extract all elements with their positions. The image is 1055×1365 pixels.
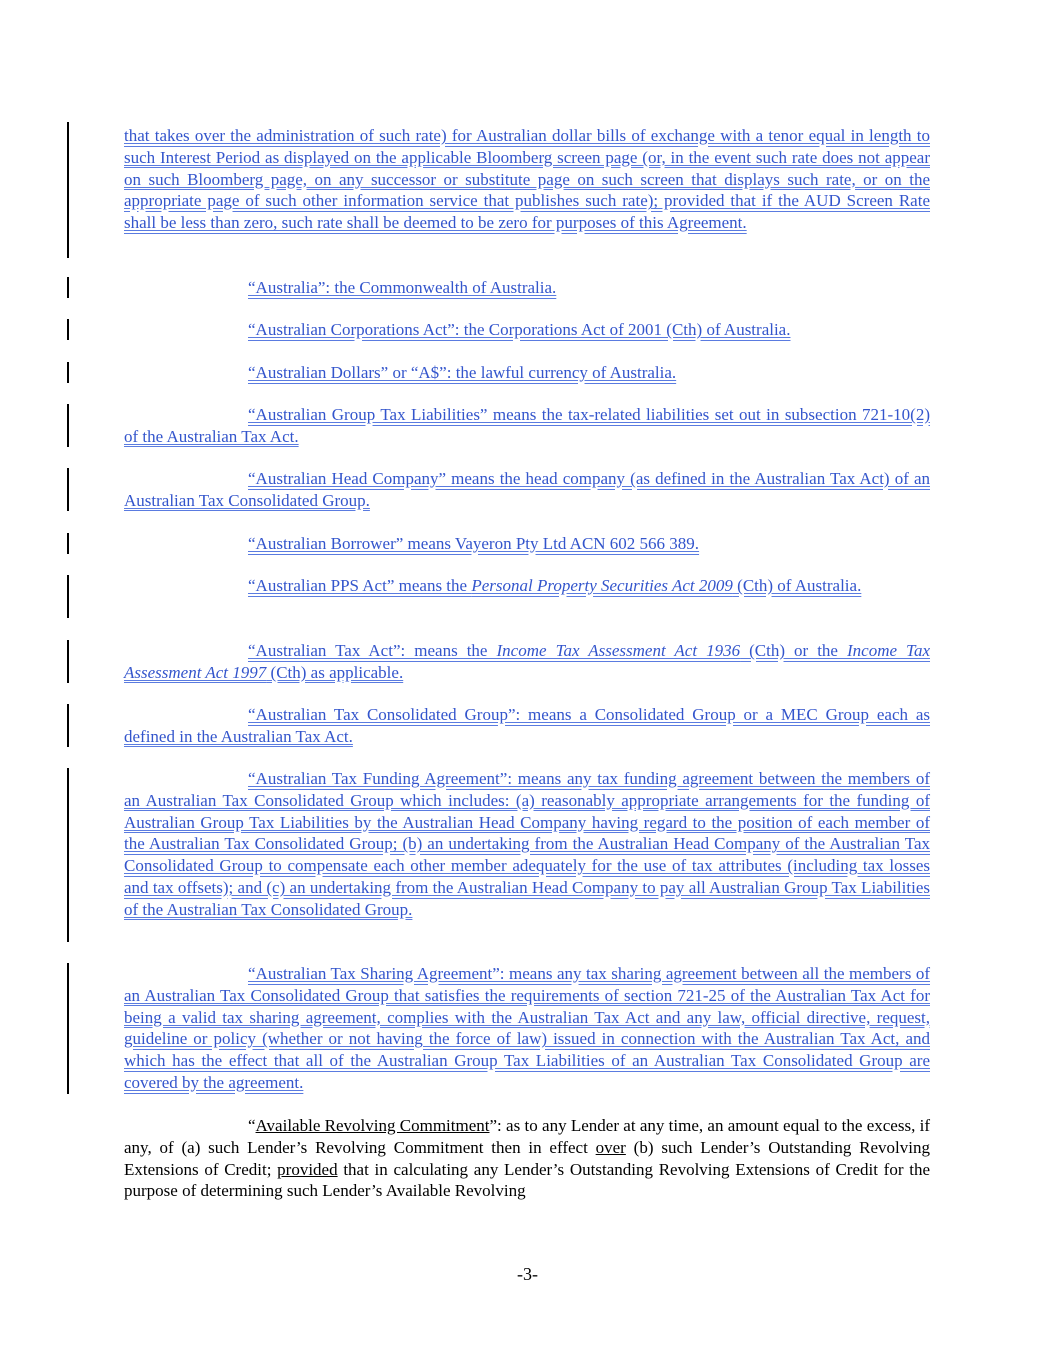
definition-available-revolving-commitment bbox=[124, 1115, 930, 1202]
definition-australia: “Australia”: the Commonwealth of Australia. bbox=[248, 278, 557, 297]
change-bar bbox=[67, 640, 69, 683]
change-bar bbox=[67, 122, 69, 258]
definition-text: (Cth) of Australia. bbox=[732, 576, 862, 595]
change-bar bbox=[67, 319, 69, 340]
statute-title: Income Tax Assessment Act 1936 bbox=[496, 641, 741, 660]
change-bar bbox=[67, 533, 69, 554]
definition-australian-dollars: “Australian Dollars” or “A$”: the lawful currency of Australia. bbox=[248, 363, 677, 382]
definition-australian-corporations-act: “Australian Corporations Act”: the Corporations Act of 2001 (Cth) of Australia. bbox=[248, 320, 791, 339]
change-bar bbox=[67, 404, 69, 447]
definition-australian-tax-funding-agreement: “Australian Tax Funding Agreement”: means any tax funding agreement between the members of an Australian Tax Consolidated Group which includes: (a) reasonably appropriate arrangements for the funding of Australian Group Tax Liabilities by the Australian Head Company having regard to the position of each member of the Australian Tax Consolidated Group; (b) an undertaking from the Australian Head Company of the Australian Tax Consolidated Group to compensate each other member adequately for the use of tax attributes (including tax losses and tax offsets); and (c) an undertaking from the Australian Head Company to pay all Australian Group Tax Liabilities of the Australian Tax Consolidated Group. bbox=[124, 769, 930, 919]
definition-australian-tax-consolidated-group: “Australian Tax Consolidated Group”: means a Consolidated Group or a MEC Group each as defined in the Australian Tax Act. bbox=[124, 705, 930, 746]
definition-australian-borrower: “Australian Borrower” means Vayeron Pty Ltd ACN 602 566 389. bbox=[248, 534, 700, 553]
definition-text: ”: as to any Lender at any time, an amount equal to the excess, if any, of (a) such Lender’s Revolving Commitment then in effect bbox=[124, 1116, 930, 1157]
statute-title: Personal Property Securities Act 2009 bbox=[471, 576, 733, 595]
defined-term: Available Revolving Commitment bbox=[255, 1116, 490, 1135]
definition-australian-pps-act bbox=[124, 575, 930, 597]
definition-text: “Australian Tax Act”: means the bbox=[248, 641, 497, 660]
change-bar bbox=[67, 575, 69, 618]
change-bar bbox=[67, 704, 69, 747]
definition-australian-tax-act bbox=[124, 640, 930, 684]
change-bar bbox=[67, 768, 69, 942]
change-bar bbox=[67, 277, 69, 298]
definition-australian-head-company: “Australian Head Company” means the head company (as defined in the Australian Tax Act) of an Australian Tax Consolidated Group. bbox=[124, 469, 930, 510]
definition-continuation: that takes over the administration of such rate) for Australian dollar bills of exchange with a tenor equal in length to such Interest Period as displayed on the applicable Bloomberg screen page (or, in the event such rate does not appear on such Bloomberg page, on any successor or substitute page on such screen that displays such rate, or on the appropriate page of such other information service that publishes such rate); provided that if the AUD Screen Rate shall be less than zero, such rate shall be deemed to be zero for purposes of this Agreement. bbox=[124, 126, 930, 233]
page-number: -3- bbox=[517, 1264, 538, 1284]
change-bar bbox=[67, 468, 69, 511]
definition-text: “Australian PPS Act” means the bbox=[248, 576, 472, 595]
definition-text: “ bbox=[248, 1116, 256, 1135]
definition-text: (Cth) or the bbox=[740, 641, 847, 660]
definition-text: (b) such Lender’s Outstanding Revolving Extensions of Credit; bbox=[124, 1137, 930, 1179]
change-bar bbox=[67, 362, 69, 383]
definition-australian-group-tax-liabilities: “Australian Group Tax Liabilities” means the tax-related liabilities set out in subsection 721-10(2) of the Australian Tax Act. bbox=[124, 405, 930, 446]
emphasis-word: over bbox=[595, 1137, 626, 1157]
change-bar bbox=[67, 963, 69, 1094]
definition-australian-tax-sharing-agreement: “Australian Tax Sharing Agreement”: means any tax sharing agreement between all the members of an Australian Tax Consolidated Group that satisfies the requirements of section 721-25 of the Australian Tax Act for being a valid tax sharing agreement, complies with the Australian Tax Act and any law, official directive, request, guideline or policy (whether or not having the force of law) issued in connection with the Australian Tax Act, and which has the effect that all of the Australian Group Tax Liabilities of an Australian Tax Consolidated Group are covered by the agreement. bbox=[124, 964, 930, 1092]
definition-text: (Cth) as applicable. bbox=[266, 662, 404, 682]
statute-title: Income Tax Assessment Act 1997 bbox=[124, 641, 930, 682]
definition-text: that in calculating any Lender’s Outstanding Revolving Extensions of Credit for the purpose of determining such Lender’s Available Revolving bbox=[124, 1159, 930, 1201]
emphasis-word: provided bbox=[277, 1159, 338, 1179]
